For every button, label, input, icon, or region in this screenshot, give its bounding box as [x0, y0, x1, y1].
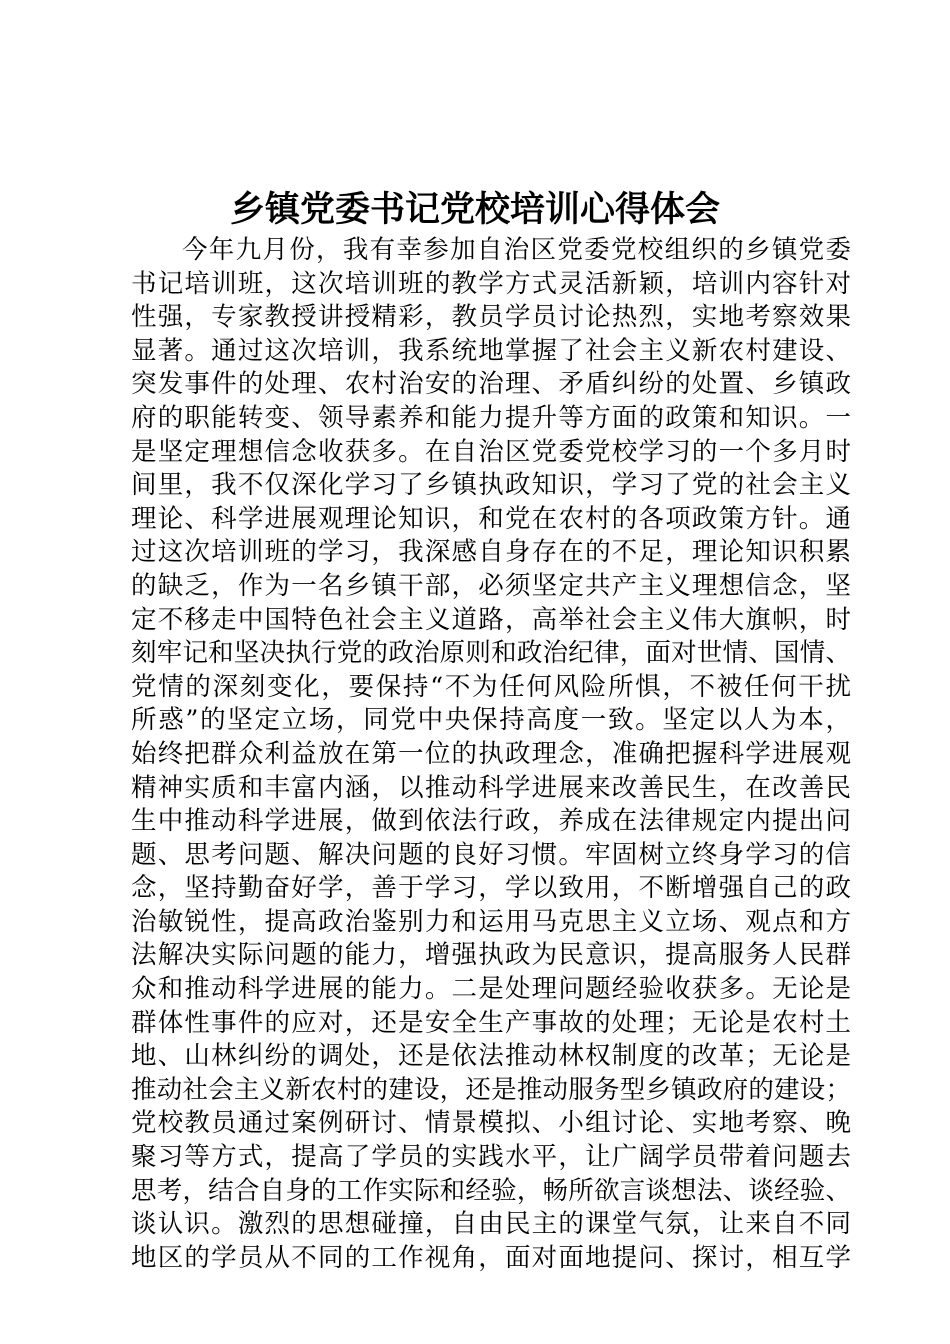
body-line: 生中推动科学进展，做到依法行政，养成在法律规定内提出问	[131, 806, 851, 837]
body-line: 地、山林纠纷的调处，还是依法推动林权制度的改革；无论是	[131, 1041, 851, 1072]
body-line: 今年九月份，我有幸参加自治区党委党校组织的乡镇党委	[182, 235, 851, 265]
body-line: 思考，结合自身的工作实际和经验，畅所欲言谈想法、谈经验、	[131, 1175, 851, 1206]
body-line: 性强，专家教授讲授精彩，教员学员讨论热烈，实地考察效果	[131, 302, 851, 333]
body-line: 府的职能转变、领导素养和能力提升等方面的政策和知识。一	[131, 402, 851, 433]
body-line: 的缺乏，作为一名乡镇干部，必须坚定共产主义理想信念，坚	[131, 570, 851, 601]
body-line: 众和推动科学进展的能力。二是处理问题经验收获多。无论是	[131, 974, 851, 1005]
body-line: 始终把群众利益放在第一位的执政理念，准确把握科学进展观	[131, 738, 851, 769]
document-body	[131, 234, 851, 1275]
body-line: 群体性事件的应对，还是安全生产事故的处理；无论是农村土	[131, 1007, 851, 1038]
body-line: 间里，我不仅深化学习了乡镇执政知识，学习了党的社会主义	[131, 470, 851, 501]
body-line: 谈认识。激烈的思想碰撞，自由民主的课堂气氛，让来自不同	[131, 1209, 851, 1240]
body-line: 精神实质和丰富内涵，以推动科学进展来改善民生，在改善民	[131, 772, 851, 803]
body-line: 刻牢记和坚决执行党的政治原则和政治纪律，面对世情、国情、	[131, 638, 851, 669]
body-line: 念，坚持勤奋好学，善于学习，学以致用，不断增强自己的政	[131, 873, 851, 904]
body-line: 党校教员通过案例研讨、情景模拟、小组讨论、实地考察、晚	[131, 1108, 851, 1139]
body-line: 治敏锐性，提高政治鉴别力和运用马克思主义立场、观点和方	[131, 906, 851, 937]
body-line: 推动社会主义新农村的建设，还是推动服务型乡镇政府的建设；	[131, 1074, 851, 1105]
body-line: 书记培训班，这次培训班的教学方式灵活新颖，培训内容针对	[131, 268, 851, 299]
body-line: 过这次培训班的学习，我深感自身存在的不足，理论知识积累	[131, 537, 851, 568]
body-line: 地区的学员从不同的工作视角，面对面地提问、探讨，相互学	[131, 1242, 851, 1273]
body-line: 定不移走中国特色社会主义道路，高举社会主义伟大旗帜，时	[131, 604, 851, 635]
body-line: 突发事件的处理、农村治安的治理、矛盾纠纷的处置、乡镇政	[131, 369, 851, 400]
body-line: 所惑”的坚定立场，同党中央保持高度一致。坚定以人为本，	[131, 705, 851, 736]
body-line: 党情的深刻变化，要保持“不为任何风险所惧，不被任何干扰	[131, 671, 851, 702]
body-line: 是坚定理想信念收获多。在自治区党委党校学习的一个多月时	[131, 436, 851, 467]
body-line: 显著。通过这次培训，我系统地掌握了社会主义新农村建设、	[131, 335, 851, 366]
body-line: 题、思考问题、解决问题的良好习惯。牢固树立终身学习的信	[131, 839, 851, 870]
body-line: 理论、科学进展观理论知识，和党在农村的各项政策方针。通	[131, 503, 851, 534]
body-line: 聚习等方式，提高了学员的实践水平，让广阔学员带着问题去	[131, 1142, 851, 1173]
body-line: 法解决实际问题的能力，增强执政为民意识，提高服务人民群	[131, 940, 851, 971]
document-title: 乡镇党委书记党校培训心得体会	[229, 189, 720, 230]
